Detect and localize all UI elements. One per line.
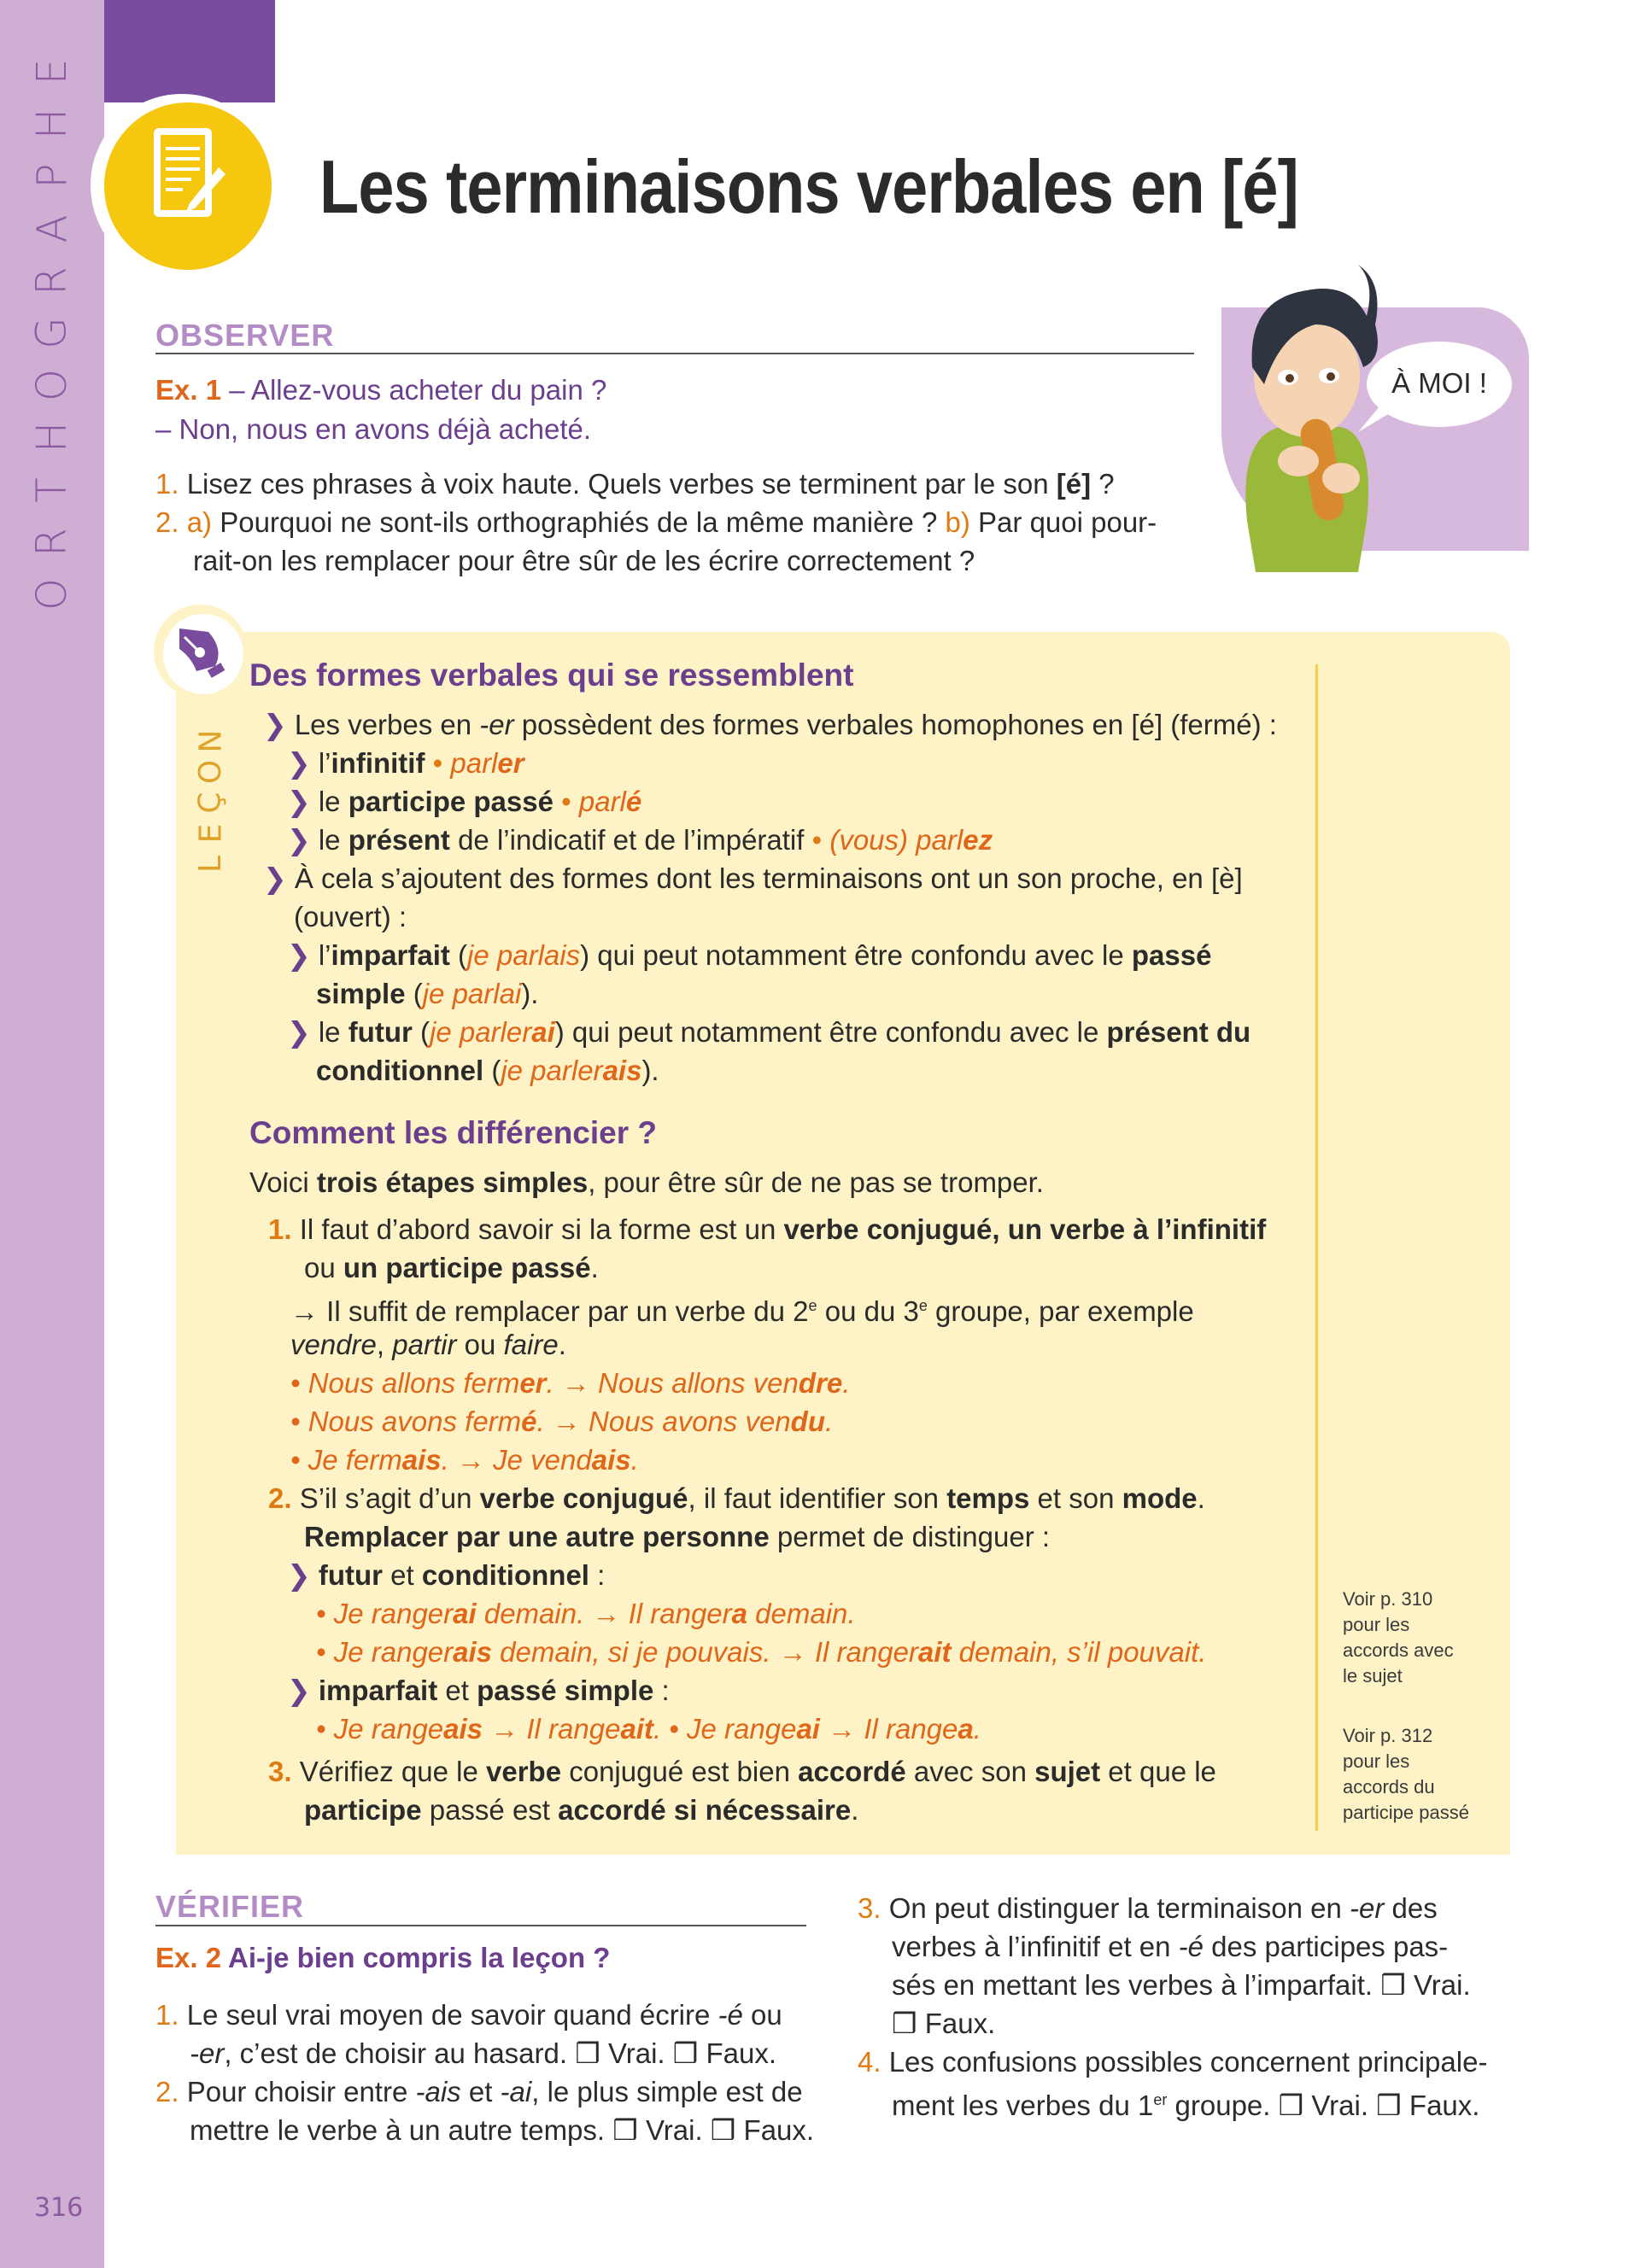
exercise-1-line-2: – Non, nous en avons déjà acheté. [155,413,592,445]
verifier-heading: VÉRIFIER [155,1889,305,1924]
lesson-bullet-2: ❯ À cela s’ajoutent des formes dont les terminaisons ont un son proche, en [è] [263,862,1243,894]
verifier-item-1: 1. Le seul vrai moyen de savoir quand écrire -é ou [155,1999,782,2031]
question-1: 1. Lisez ces phrases à voix haute. Quels verbes se terminent par le son [é] ? [155,468,1115,500]
verifier-item-3-line-4: ❒ Faux. [892,2008,996,2039]
step-1-line-2: ou un participe passé. [304,1252,599,1283]
lesson-sub-imparfait: ❯ l’imparfait (je parlais) qui peut notamment être confondu avec le passé [287,939,1212,971]
lesson-side-label: N O Ç E L [192,729,228,874]
lesson-sub-infinitif: ❯ l’infinitif • parler [287,747,524,779]
step-2-imparfait-example: • Je rangeais → Il rangeait. • Je rangeai → Il rangea. [316,1713,981,1745]
step-2: 2. S’il s’agit d’un verbe conjugué, il faut identifier son temps et son mode. [268,1482,1205,1514]
step-1-example-2: • Nous avons fermé. → Nous avons vendu. [290,1406,834,1437]
lesson-margin-rule [1315,664,1318,1831]
observer-heading: OBSERVER [155,318,335,353]
question-2-line-2: rait-on les remplacer pour être sûr de les écrire correctement ? [193,545,975,576]
section-label-orthographe: E H P A R G O H T R O [27,58,76,611]
page-title: Les terminaisons verbales en [é] [319,144,1299,229]
question-2: 2. a) Pourquoi ne sont-ils orthographiés de la même manière ? b) Par quoi pour- [155,506,1157,538]
verifier-item-3: 3. On peut distinguer la terminaison en -er des [858,1892,1438,1924]
step-1-verbs-line: vendre, partir ou faire. [290,1329,566,1360]
step-2-line-2: Remplacer par une autre personne permet de distinguer : [304,1521,1051,1552]
header-band [104,0,275,102]
verifier-item-1-line-2: -er, c’est de choisir au hasard. ❒ Vrai. ❒ Faux. [190,2037,777,2069]
verifier-item-3-line-3: sés en mettant les verbes à l’imparfait. ❒ Vrai. [892,1969,1471,2001]
lesson-sub-imparfait-line-2: simple (je parlai). [316,978,539,1009]
step-1-example-3: • Je fermais. → Je vendais. [290,1444,639,1476]
lesson-sub-present: ❯ le présent de l’indicatif et de l’impératif • (vous) parlez [287,824,993,856]
exercise-1-line-1: Ex. 1 – Allez-vous acheter du pain ? [155,374,607,406]
page-number: 316 [34,2193,84,2223]
step-3-line-2: participe passé est accordé si nécessaire. [304,1794,859,1826]
lesson-intro: Voici trois étapes simples, pour être sûr de ne pas se tromper. [249,1166,1044,1198]
step-1-example-1: • Nous allons fermer. → Nous allons vendre. [290,1367,851,1399]
lesson-heading-2: Comment les différencier ? [249,1115,658,1150]
lesson-heading-1: Des formes verbales qui se ressemblent [249,658,854,693]
margin-note-accords-participe: Voir p. 312 pour les accords du participe passé [1343,1725,1469,1823]
verifier-item-2: 2. Pour choisir entre -ais et -ai, le plus simple est de [155,2076,803,2107]
exercise-2-title: Ex. 2 Ai-je bien compris la leçon ? [155,1942,611,1973]
verifier-rule [155,1925,806,1926]
lesson-sub-futur: ❯ le futur (je parlerai) qui peut notamment être confondu avec le présent du [287,1016,1251,1048]
step-2-futur-conditionnel: ❯ futur et conditionnel : [287,1559,606,1591]
observer-rule [155,353,1194,354]
lesson-sub-participe: ❯ le participe passé • parlé [287,786,642,817]
lesson-sub-futur-line-2: conditionnel (je parlerais). [316,1055,659,1086]
step-2-imparfait-passe-simple: ❯ imparfait et passé simple : [287,1675,670,1706]
document-pencil-icon [152,126,226,225]
step-3: 3. Vérifiez que le verbe conjugué est bien accordé avec son sujet et que le [268,1756,1216,1787]
verifier-item-4: 4. Les confusions possibles concernent principale- [858,2046,1488,2078]
step-2-conditionnel-example: • Je rangerais demain, si je pouvais. → Il rangerait demain, s’il pouvait. [316,1636,1207,1668]
verifier-item-4-line-2: ment les verbes du 1er groupe. ❒ Vrai. ❒ Faux. [892,2090,1480,2121]
step-2-futur-example: • Je rangerai demain. → Il rangera demain. [316,1598,856,1629]
step-1-arrow-line: → Il suffit de remplacer par un verbe du 2e ou du 3e groupe, par exemple [290,1295,1194,1327]
step-1: 1. Il faut d’abord savoir si la forme est un verbe conjugué, un verbe à l’infinitif [268,1213,1267,1245]
lesson-bullet-2-line-2: (ouvert) : [294,901,407,932]
pen-nib-icon [174,623,229,678]
speech-bubble-text: À MOI ! [1391,367,1487,399]
lesson-bullet-1: ❯ Les verbes en -er possèdent des formes verbales homophones en [é] (fermé) : [263,709,1277,740]
verifier-item-3-line-2: verbes à l’infinitif et en -é des participes pas- [892,1931,1449,1962]
verifier-item-2-line-2: mettre le verbe à un autre temps. ❒ Vrai. ❒ Faux. [190,2114,815,2146]
speech-bubble-tail [1358,401,1392,435]
margin-note-accords-sujet: Voir p. 310 pour les accords avec le sujet [1343,1588,1454,1686]
